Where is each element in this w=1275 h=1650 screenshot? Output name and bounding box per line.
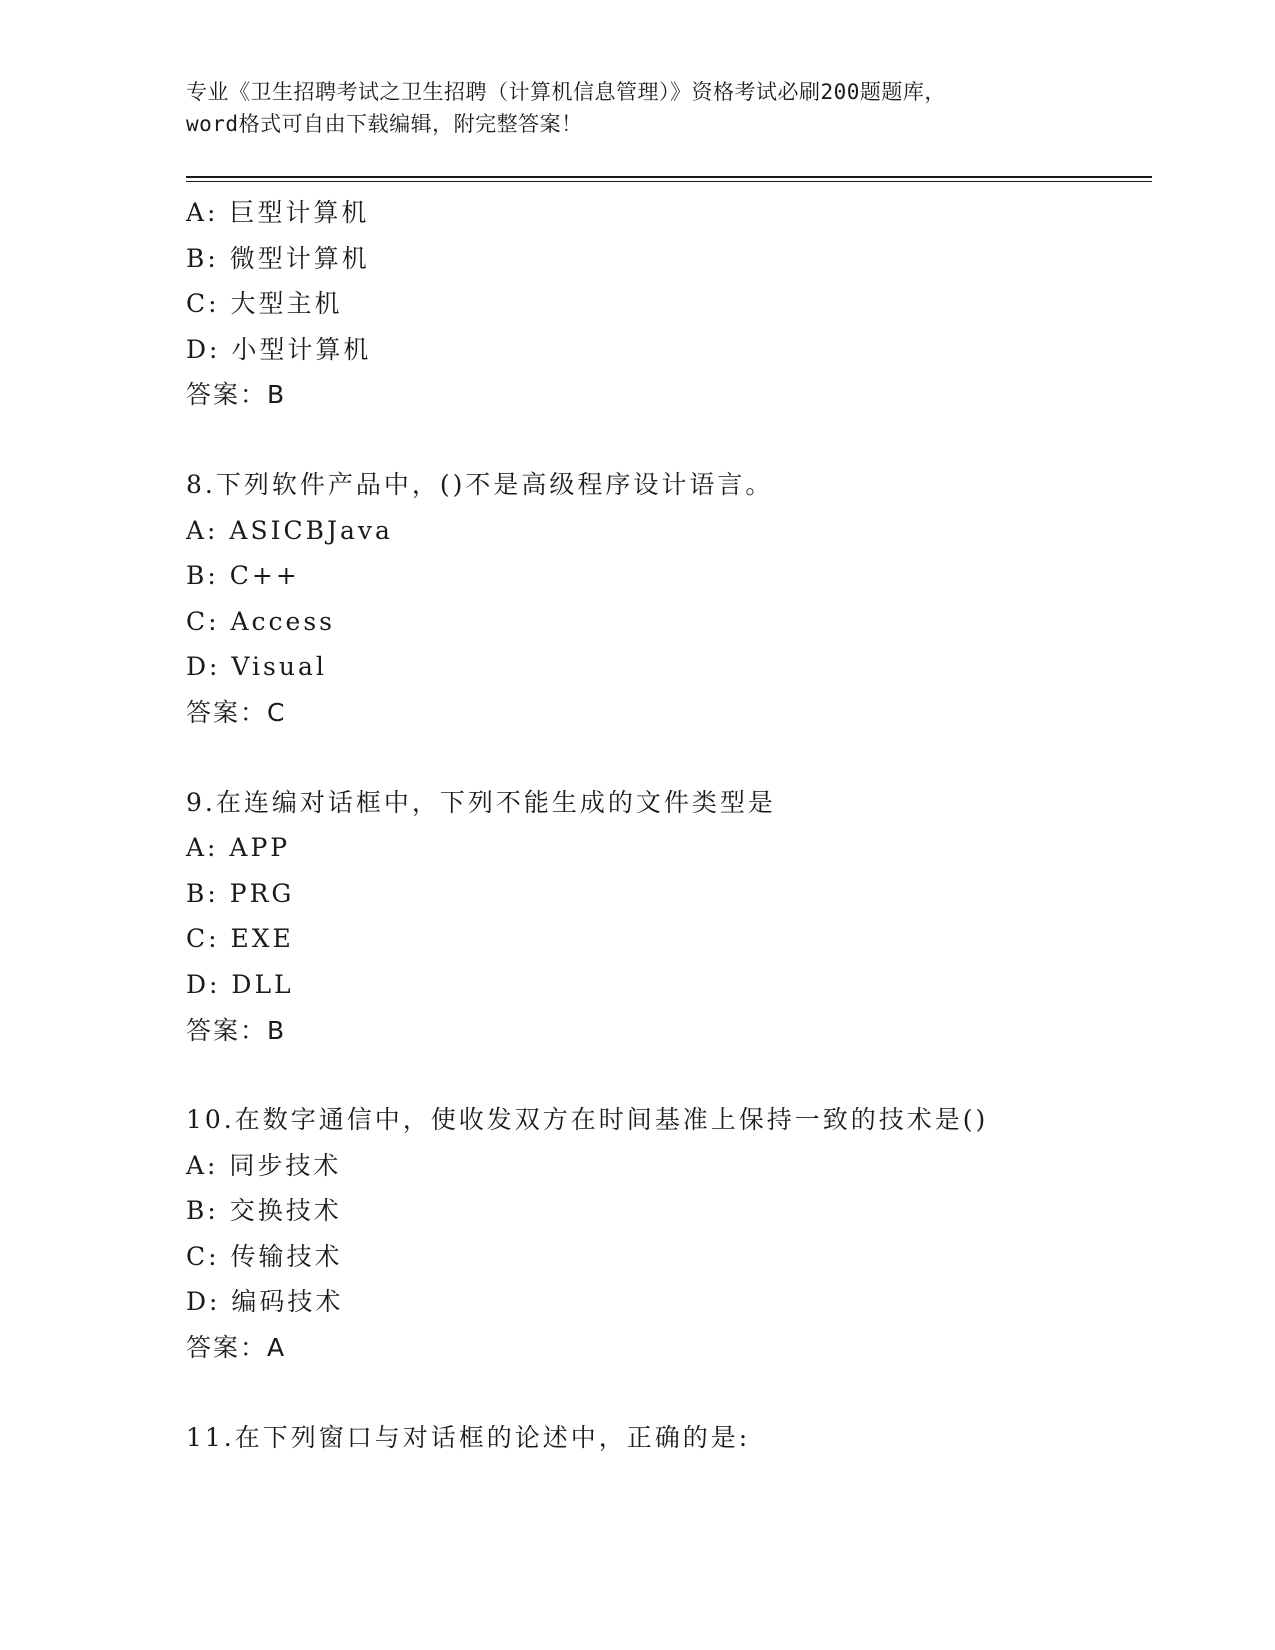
answer-line: 答案：A [186, 1333, 287, 1363]
option-a: A: APP [186, 833, 291, 863]
option-c: C: Access [186, 606, 336, 636]
option-b: B: PRG [186, 878, 295, 908]
question-block-11 [186, 1415, 1146, 1461]
block-spacer [186, 418, 1146, 462]
option-b: B: C++ [186, 561, 300, 591]
option-d: D: 编码技术 [186, 1287, 344, 1317]
block-spacer [186, 1371, 1146, 1415]
document-header [186, 76, 1086, 140]
header-title-line-2: word格式可自由下载编辑，附完整答案！ [186, 112, 583, 136]
question-text: 9.在连编对话框中，下列不能生成的文件类型是 [186, 787, 776, 817]
question-block-8 [186, 462, 1146, 736]
question-list [186, 190, 1146, 1460]
answer-line: 答案：B [186, 380, 287, 410]
option-a: A: 同步技术 [186, 1150, 342, 1180]
option-c: C: EXE [186, 924, 294, 954]
question-text: 11.在下列窗口与对话框的论述中，正确的是: [186, 1422, 751, 1452]
header-divider-thick [186, 176, 1152, 178]
question-text: 8.下列软件产品中，()不是高级程序设计语言。 [186, 469, 774, 499]
option-d: D: DLL [186, 969, 294, 999]
block-spacer [186, 736, 1146, 780]
option-a: A: ASICBJava [186, 515, 393, 545]
question-text: 10.在数字通信中，使收发双方在时间基准上保持一致的技术是() [186, 1105, 989, 1135]
option-c: C: 大型主机 [186, 289, 343, 319]
question-block-10 [186, 1097, 1146, 1371]
header-title-line-1: 专业《卫生招聘考试之卫生招聘（计算机信息管理）》资格考试必刷200题题库， [186, 80, 946, 104]
question-block-9 [186, 780, 1146, 1054]
option-c: C: 传输技术 [186, 1241, 343, 1271]
answer-line: 答案：B [186, 1015, 287, 1045]
option-b: B: 微型计算机 [186, 243, 370, 273]
question-block-7 [186, 190, 1146, 418]
answer-line: 答案：C [186, 697, 287, 727]
block-spacer [186, 1053, 1146, 1097]
option-d: D: Visual [186, 652, 327, 682]
header-divider-thin [186, 181, 1152, 182]
option-a: A: 巨型计算机 [186, 198, 370, 227]
option-d: D: 小型计算机 [186, 334, 372, 364]
option-b: B: 交换技术 [186, 1196, 342, 1226]
